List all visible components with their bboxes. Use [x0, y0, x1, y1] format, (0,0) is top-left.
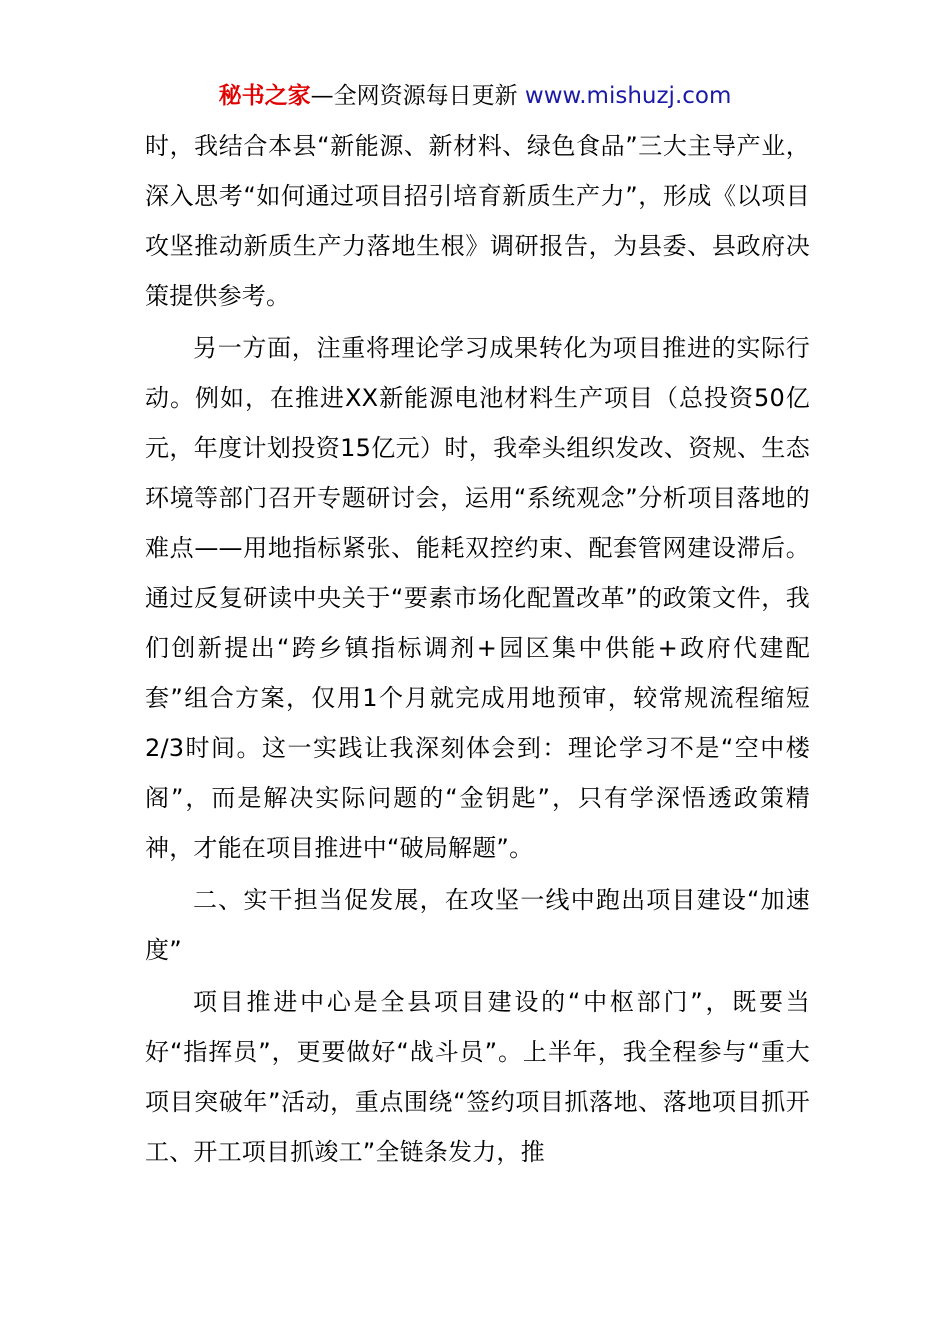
- site-header: [0, 80, 950, 112]
- site-tagline: —全网资源每日更新: [310, 83, 525, 109]
- paragraph-continuation: 时，我结合本县“新能源、新材料、绿色食品”三大主导产业，深入思考“如何通过项目招引培育新质生产力”，形成《以项目攻坚推动新质生产力落地生根》调研报告，为县委、县政府决策提供参考。: [145, 132, 810, 310]
- section-heading: 二、实干担当促发展，在攻坚一线中跑出项目建设“加速度”: [145, 886, 810, 964]
- paragraph-practice: 另一方面，注重将理论学习成果转化为项目推进的实际行动。例如，在推进XX新能源电池材料生产项目（总投资50亿元，年度计划投资15亿元）时，我牵头组织发改、资规、生态环境等部门召开专题研讨会，运用“系统观念”分析项目落地的难点——用地指标紧张、能耗双控约束、配套管网建设滞后。通过反复研读中央关于“要素市场化配置改革”的政策文件，我们创新提出“跨乡镇指标调剂+园区集中供能+政府代建配套”组合方案，仅用1个月就完成用地预审，较常规流程缩短2/3时间。这一实践让我深刻体会到：理论学习不是“空中楼阁”，而是解决实际问题的“金钥匙”，只有学深悟透政策精神，才能在项目推进中“破局解题”。: [145, 334, 810, 862]
- paragraph-project-center: 项目推进中心是全县项目建设的“中枢部门”，既要当好“指挥员”，更要做好“战斗员”。上半年，我全程参与“重大项目突破年”活动，重点围绕“签约项目抓落地、落地项目抓开工、开工项目抓竣工”全链条发力，推: [145, 988, 810, 1166]
- site-url-link[interactable]: www.mishuzj.com: [524, 83, 732, 109]
- document-body: [145, 121, 810, 1179]
- site-brand: 秘书之家: [218, 83, 311, 109]
